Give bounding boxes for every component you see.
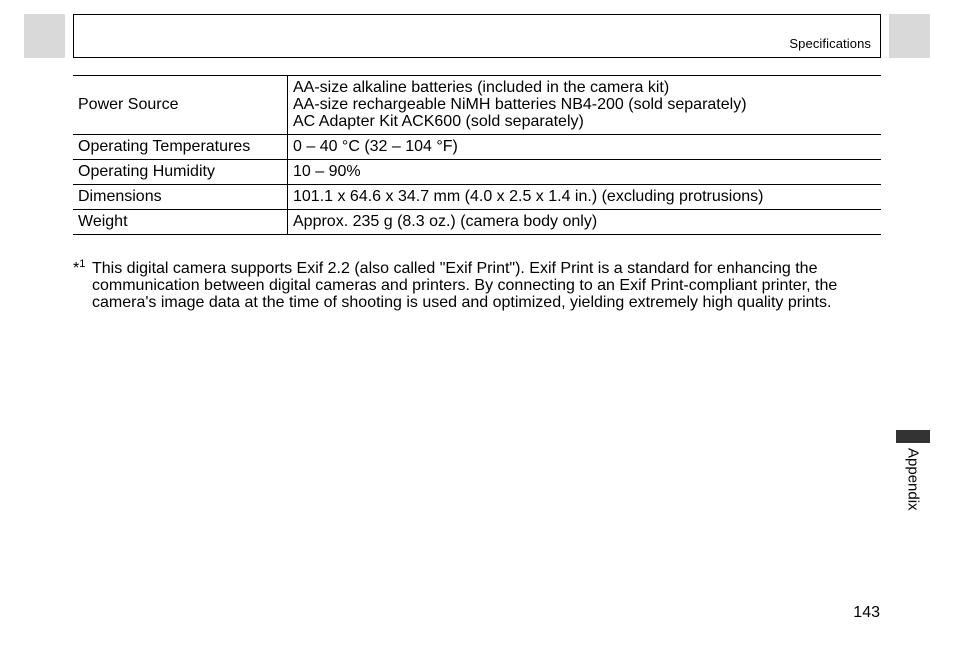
spec-value-line: 101.1 x 64.6 x 34.7 mm (4.0 x 2.5 x 1.4 in.) (excluding protrusions) (293, 188, 764, 205)
spec-value-line: 10 – 90% (293, 163, 361, 180)
table-row (73, 160, 881, 185)
side-tab-bar (896, 430, 930, 443)
specifications-table (73, 75, 881, 235)
corner-decoration-right (889, 14, 930, 58)
section-title: Specifications (789, 36, 871, 51)
spec-value-line: Approx. 235 g (8.3 oz.) (camera body only) (293, 213, 598, 230)
spec-label: Dimensions (73, 185, 288, 210)
table-row (73, 185, 881, 210)
spec-value (288, 185, 882, 210)
footnote-text: This digital camera supports Exif 2.2 (also called "Exif Print"). Exif Print is a standard for enhancing the communication between digital cameras and printers. By connecting to an Exif Print-compliant printer, the camera's image data at the time of shooting is used and optimized, yielding extremely high quality prints. (92, 260, 838, 311)
spec-label: Weight (73, 210, 288, 235)
spec-value-line: AC Adapter Kit ACK600 (sold separately) (293, 113, 584, 130)
side-tab-label: Appendix (904, 448, 922, 511)
spec-value-line: AA-size alkaline batteries (included in the camera kit) (293, 79, 670, 96)
spec-value (288, 160, 882, 185)
table-row (73, 210, 881, 235)
spec-label: Operating Temperatures (73, 135, 288, 160)
spec-value-line: 0 – 40 °C (32 – 104 °F) (293, 138, 458, 155)
spec-value (288, 210, 882, 235)
table-row (73, 135, 881, 160)
spec-value (288, 135, 882, 160)
footnote (73, 260, 881, 311)
spec-value-line: AA-size rechargeable NiMH batteries NB4-200 (sold separately) (293, 96, 747, 113)
spec-label: Power Source (73, 76, 288, 135)
footnote-marker (73, 260, 85, 277)
table-row (73, 76, 881, 135)
spec-label: Operating Humidity (73, 160, 288, 185)
page-number: 143 (853, 604, 880, 621)
corner-decoration-left (24, 14, 65, 58)
footnote-number: 1 (79, 258, 86, 270)
footnote-asterisk: * (73, 260, 80, 277)
page-header (73, 14, 881, 58)
spec-value (288, 76, 882, 135)
